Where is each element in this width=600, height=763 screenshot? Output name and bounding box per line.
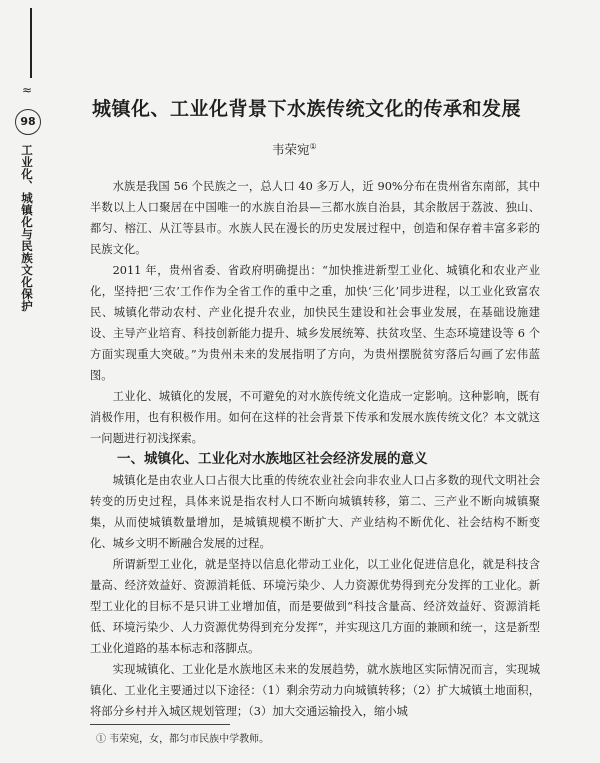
- footnote: ① 韦荣宛，女，都匀市民族中学教师。: [96, 734, 270, 745]
- author-name: 韦荣宛: [272, 142, 310, 157]
- paragraph: 水族是我国 56 个民族之一，总人口 40 多万人，近 90%分布在贵州省东南部，其中半数以上人口聚居在中国唯一的水族自治县—三都水族自治县，其余散居于荔波、独山、都匀、榕江、从江等县市。水族人民在漫长的历史发展过程中，创造和保存着丰富多彩的民族文化。: [90, 180, 540, 256]
- running-title: 工业化、城镇化与民族文化保护: [20, 144, 34, 312]
- margin-rule: [30, 8, 32, 78]
- section-heading: 一、城镇化、工业化对水族地区社会经济发展的意义: [117, 451, 428, 467]
- wave-icon: ≈: [22, 83, 33, 97]
- page-number: 98: [15, 109, 41, 135]
- paragraph: 工业化、城镇化的发展，不可避免的对水族传统文化造成一定影响。这种影响，既有消极作用，也有积极作用。如何在这样的社会背景下传承和发展水族传统文化？本文就这一问题进行初浅探索。: [90, 390, 540, 445]
- footnote-marker: ①: [309, 141, 317, 151]
- author-line: [272, 140, 317, 158]
- paragraph: 2011 年，贵州省委、省政府明确提出：“加快推进新型工业化、城镇化和农业产业化，坚持把‘三农’工作作为全省工作的重中之重，加快‘三化’同步进程，以工业化致富农民、城镇化带动农村、产业化提升农业，加快民生建设和社会事业发展，在基础设施建设、主导产业培育、科技创新能力提升、城乡发展统筹、扶贫攻坚、生态环境建设等 6 个方面实现重大突破。”为贵州未来的发展指明了方向，为贵州摆脱贫穷落后勾画了宏伟蓝图。: [90, 264, 540, 382]
- paragraph: 所谓新型工业化，就是坚持以信息化带动工业化，以工业化促进信息化，就是科技含量高、经济效益好、资源消耗低、环境污染少、人力资源优势得到充分发挥的工业化。新型工业化的目标不是只讲工业增加值，而是要做到“科技含量高、经济效益好、资源消耗低、环境污染少、人力资源优势得到充分发挥”，并实现这几方面的兼顾和统一，这是新型工业化道路的基本标志和落脚点。: [90, 558, 540, 655]
- article-title: 城镇化、工业化背景下水族传统文化的传承和发展: [92, 98, 522, 120]
- paragraph: 城镇化是由农业人口占很大比重的传统农业社会向非农业人口占多数的现代文明社会转变的历史过程，具体来说是指农村人口不断向城镇转移，第二、三产业不断向城镇聚集，从而使城镇数量增加，是城镇规模不断扩大、产业结构不断优化、社会结构不断变化、城乡文明不断融合发展的过程。: [90, 474, 540, 550]
- paragraph: 实现城镇化、工业化是水族地区未来的发展趋势，就水族地区实际情况而言，实现城镇化、工业化主要通过以下途径：（1）剩余劳动力向城镇转移；（2）扩大城镇土地面积，将部分乡村并入城区规划管理；（3）加大交通运输投入，缩小城: [90, 663, 540, 718]
- footnote-divider: [90, 724, 230, 725]
- article-body: [90, 176, 540, 722]
